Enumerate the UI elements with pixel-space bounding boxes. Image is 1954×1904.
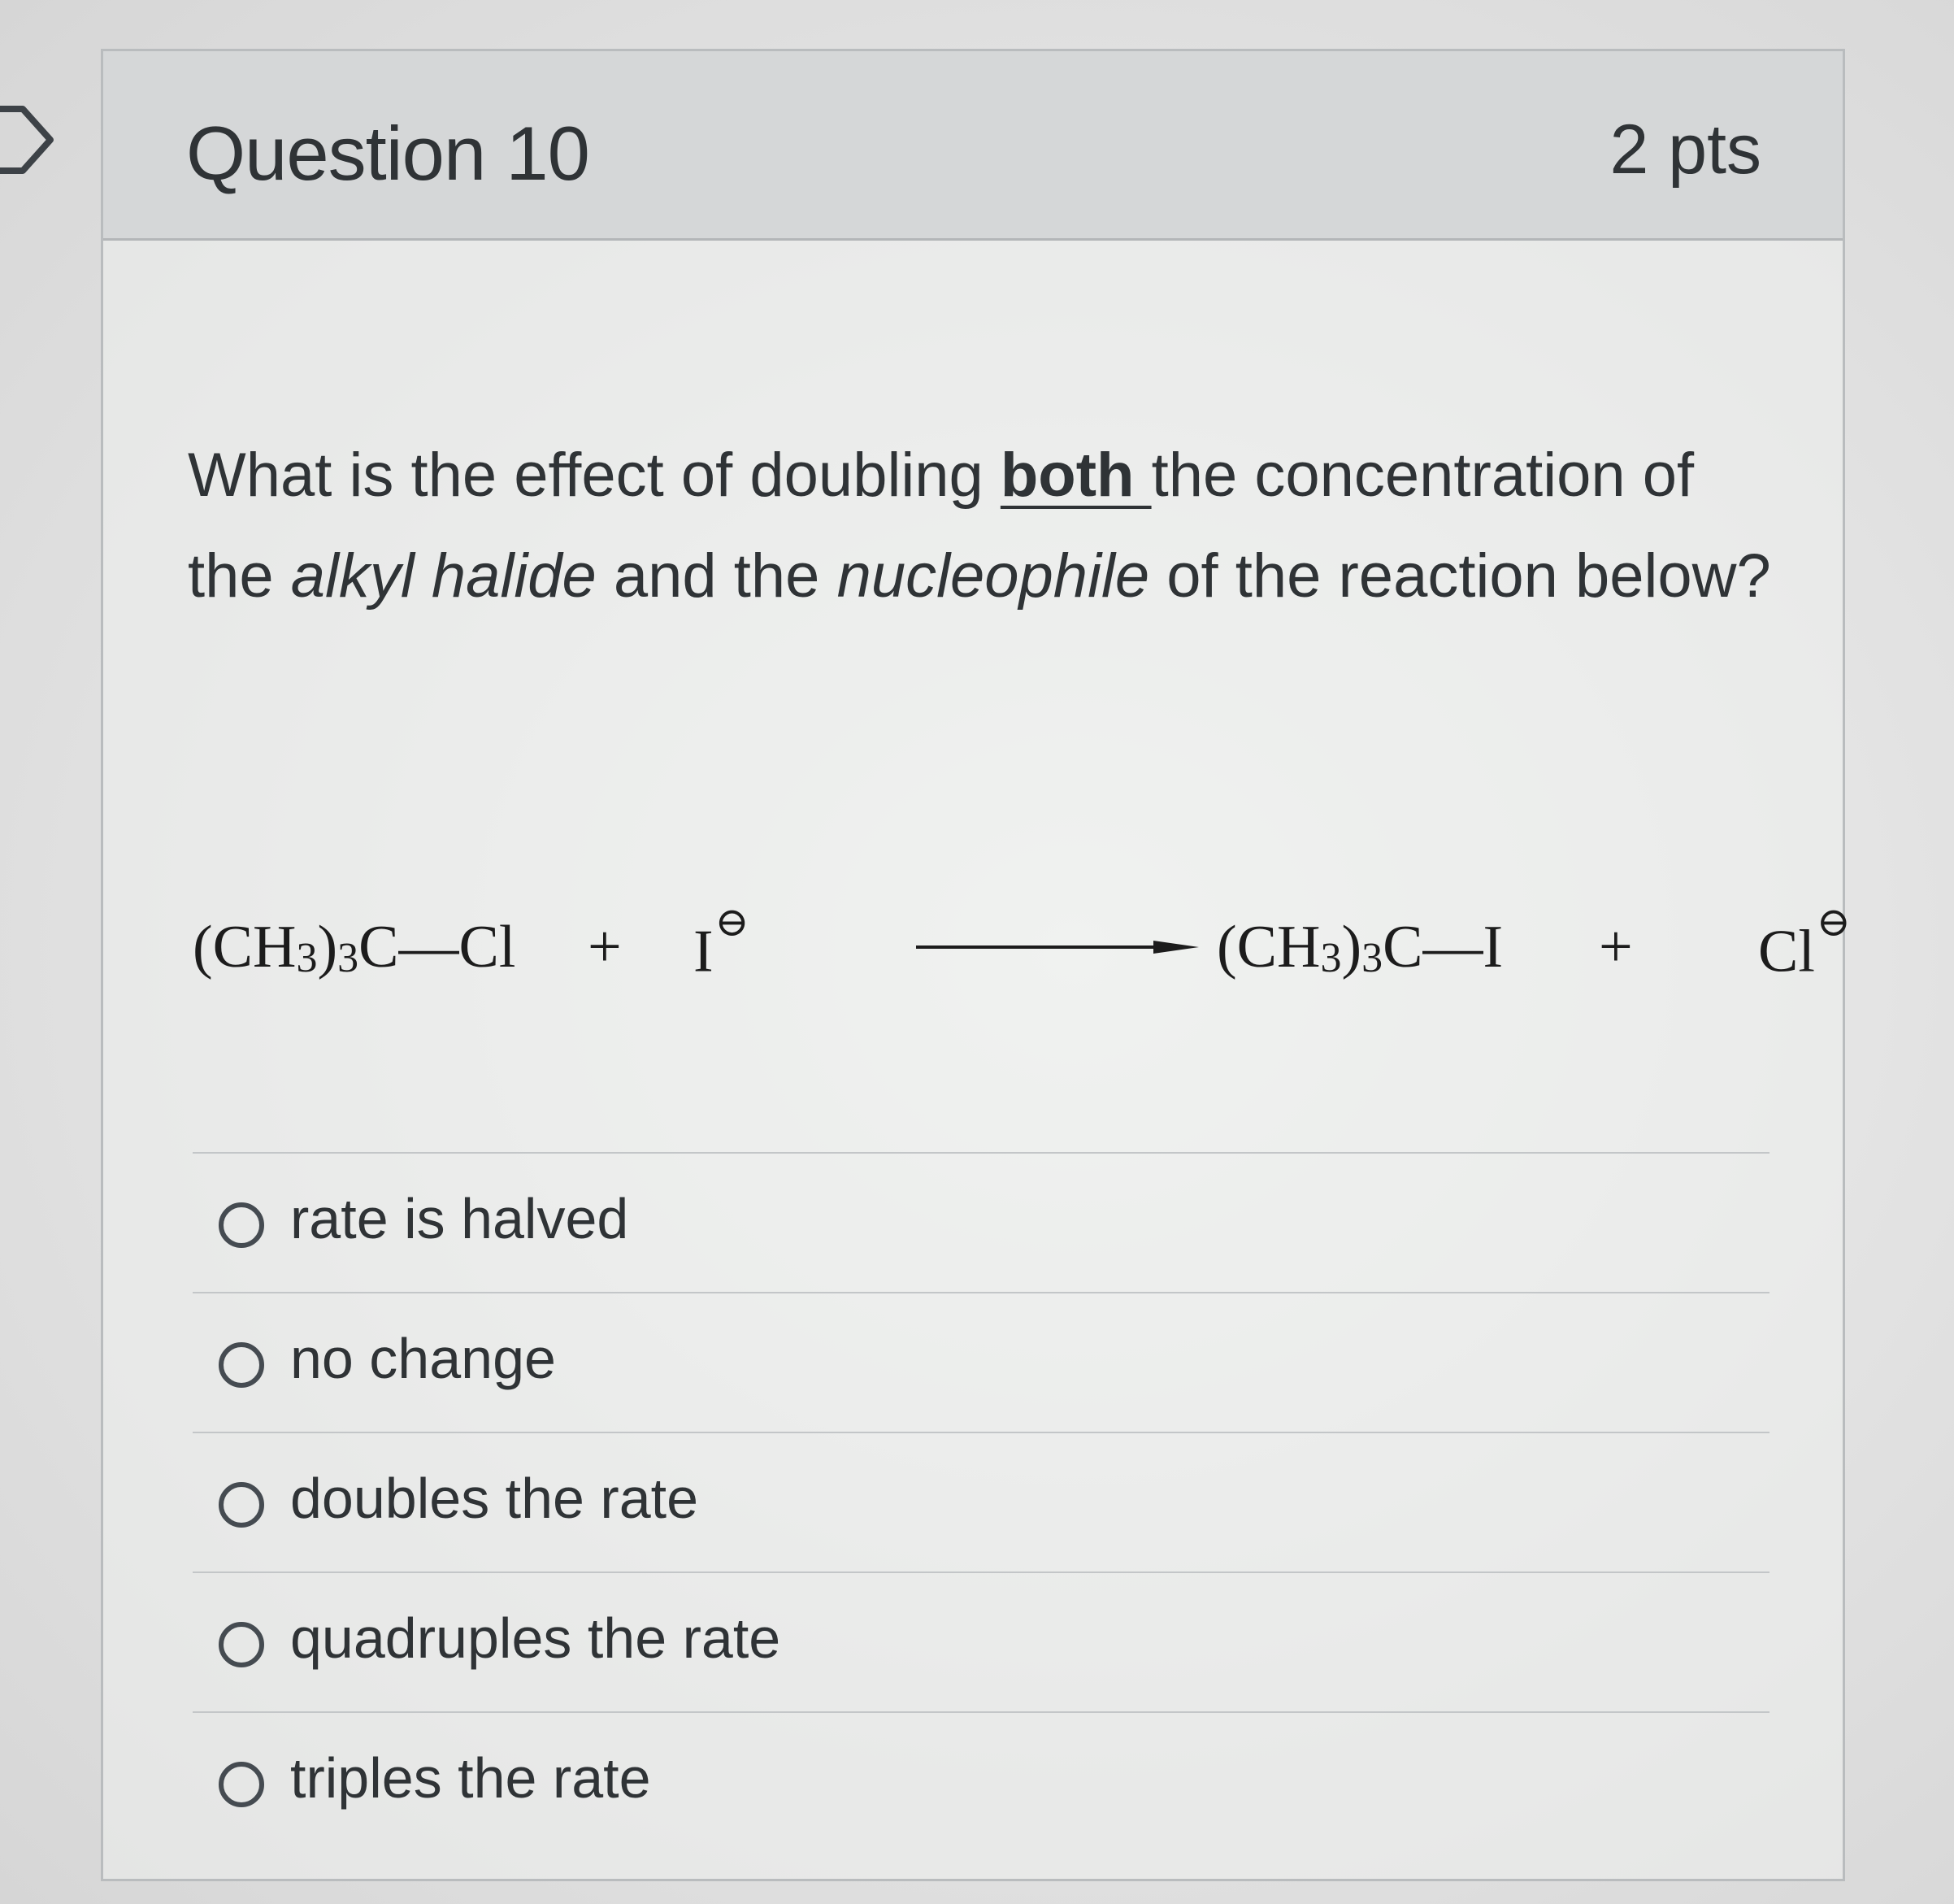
question-text-alkyl-halide: alkyl halide	[290, 541, 597, 611]
product-chloride: Cl⊖	[1758, 899, 1851, 985]
radio-button-icon[interactable]	[219, 1342, 264, 1388]
radio-button-icon[interactable]	[219, 1622, 264, 1667]
radio-button-icon[interactable]	[219, 1762, 264, 1807]
answer-label[interactable]: no change	[290, 1327, 556, 1390]
question-flag-icon[interactable]	[0, 104, 57, 176]
product-alkyl-iodide: $(CH_3)_3C—I$	[1217, 914, 1504, 981]
reaction-arrow-icon	[916, 923, 1209, 972]
question-text-part4: of the reaction below?	[1149, 541, 1771, 611]
answer-label[interactable]: quadruples the rate	[290, 1606, 781, 1670]
answer-label[interactable]: triples the rate	[290, 1746, 651, 1810]
question-text-part1: What is the effect of doubling	[188, 441, 1001, 510]
question-points: 2 pts	[1609, 111, 1761, 189]
reaction-equation	[193, 880, 1851, 994]
answer-list	[193, 1152, 1769, 1853]
radio-button-icon[interactable]	[219, 1202, 264, 1248]
answer-option[interactable]	[193, 1293, 1769, 1433]
reactant-alkyl-chloride: $(CH_3)_3C—Cl$	[193, 914, 516, 981]
answer-label[interactable]: doubles the rate	[290, 1467, 699, 1530]
question-text-part2: the concentration of the	[188, 441, 1695, 611]
answer-option[interactable]	[193, 1713, 1769, 1853]
answer-label[interactable]: rate is halved	[290, 1187, 629, 1250]
question-text-nucleophile: nucleophile	[836, 541, 1150, 611]
question-card	[101, 49, 1851, 1881]
answer-option[interactable]	[193, 1433, 1769, 1573]
negative-charge-icon: ⊖	[714, 899, 749, 945]
negative-charge-icon: ⊖	[1816, 899, 1851, 945]
radio-button-icon[interactable]	[219, 1482, 264, 1528]
question-header	[103, 51, 1843, 241]
plus-sign: +	[588, 914, 622, 980]
question-text-part3: and the	[596, 541, 837, 611]
answer-option[interactable]	[193, 1154, 1769, 1293]
answer-option[interactable]	[193, 1573, 1769, 1713]
question-title: Question 10	[186, 111, 589, 196]
plus-sign: +	[1599, 914, 1633, 980]
question-text	[188, 425, 1773, 627]
question-text-emphasis: both	[1000, 441, 1152, 510]
reactant-iodide: I⊖	[693, 899, 749, 985]
